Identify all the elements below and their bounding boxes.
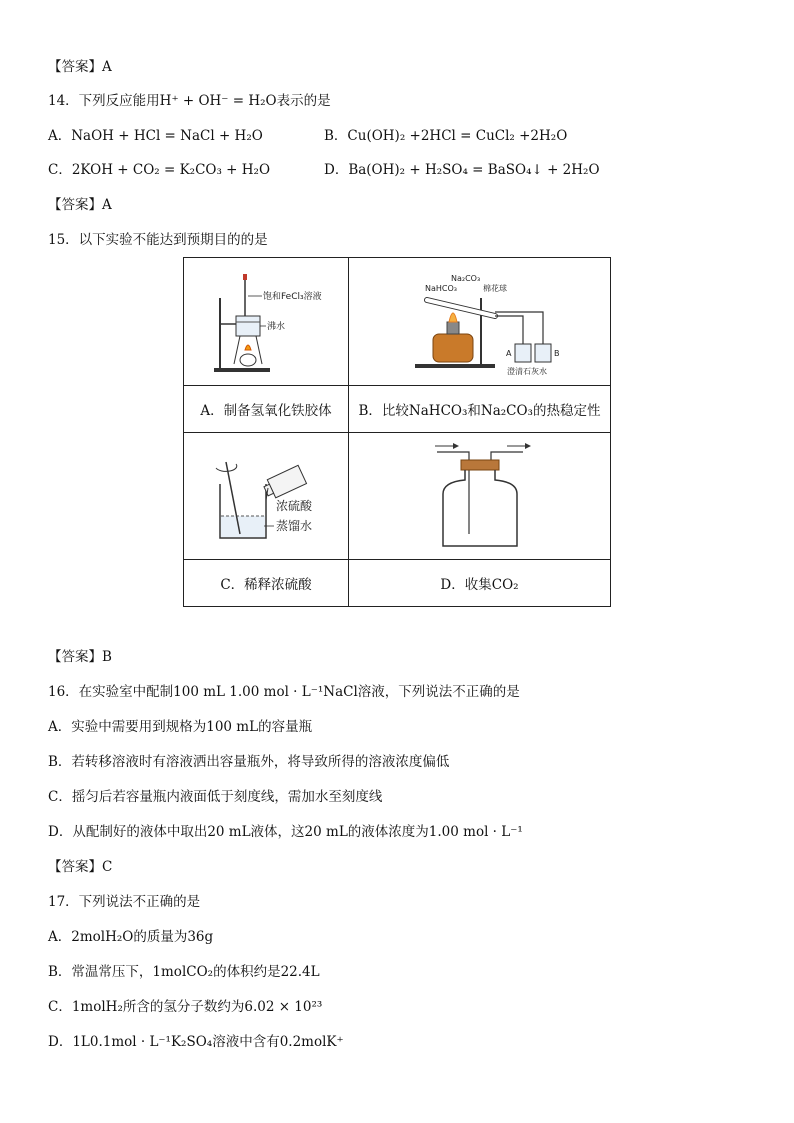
label-beaker-a: A	[505, 348, 511, 358]
q14-option-c: C．2KOH + CO₂ = K₂CO₃ + H₂O	[48, 162, 271, 178]
caption-d: D．收集CO₂	[349, 560, 611, 607]
figure-c-dilution-apparatus	[186, 434, 346, 554]
figure-d-cell	[349, 433, 611, 560]
q14-option-a: A．NaOH + HCl = NaCl + H₂O	[48, 128, 263, 144]
q17-option-b: B．常温常压下，1molCO₂的体积约是22.4L	[48, 964, 320, 980]
label-fecl3: 饱和FeCl₃溶液	[263, 291, 322, 302]
q16-option-c: C．摇匀后若容量瓶内液面低于刻度线，需加水至刻度线	[48, 789, 383, 805]
label-limewater: 澄清石灰水	[506, 366, 547, 376]
answer-13: 【答案】A	[48, 59, 112, 75]
experiment-table	[183, 257, 611, 607]
q17-option-a: A．2molH₂O的质量为36g	[48, 929, 214, 945]
q17-option-c: C．1molH₂所含的氢分子数约为6.02 × 10²³	[48, 999, 323, 1015]
question-14-stem: 14．下列反应能用H⁺ + OH⁻ = H₂O表示的是	[48, 93, 331, 109]
label-distilled-water: 蒸馏水	[276, 519, 313, 533]
figure-d-gas-bottle	[355, 434, 605, 554]
caption-a: A．制备氢氧化铁胶体	[184, 386, 349, 433]
answer-16: 【答案】C	[48, 859, 113, 875]
label-beaker-b: B	[553, 348, 559, 358]
q16-option-d: D．从配制好的液体中取出20 mL液体，这20 mL的液体浓度为1.00 mol · L⁻¹	[48, 824, 523, 840]
question-16-stem: 16．在实验室中配制100 mL 1.00 mol · L⁻¹NaCl溶液，下列说法不正确的是	[48, 684, 520, 700]
q17-option-d: D．1L0.1mol · L⁻¹K₂SO₄溶液中含有0.2molK⁺	[48, 1034, 344, 1050]
question-15-stem: 15．以下实验不能达到预期目的的是	[48, 232, 268, 248]
q16-option-a: A．实验中需要用到规格为100 mL的容量瓶	[48, 719, 313, 735]
figure-c-cell	[184, 433, 349, 560]
label-boiling-water: 沸水	[267, 321, 286, 332]
q16-option-b: B．若转移溶液时有溶液洒出容量瓶外，将导致所得的溶液浓度偏低	[48, 754, 450, 770]
figure-a-cell	[184, 258, 349, 386]
caption-b: B．比较NaHCO₃和Na₂CO₃的热稳定性	[349, 386, 611, 433]
label-cotton-ball: 棉花球	[482, 283, 507, 293]
answer-15: 【答案】B	[48, 649, 112, 665]
caption-c: C．稀释浓硫酸	[184, 560, 349, 607]
q14-option-d: D．Ba(OH)₂ + H₂SO₄ = BaSO₄↓ + 2H₂O	[324, 162, 600, 178]
q14-option-b: B．Cu(OH)₂ +2HCl = CuCl₂ +2H₂O	[324, 128, 568, 144]
question-17-stem: 17．下列说法不正确的是	[48, 894, 201, 910]
answer-14: 【答案】A	[48, 197, 112, 213]
label-nahco3: NaHCO₃	[424, 283, 457, 293]
figure-b-cell	[349, 258, 611, 386]
label-conc-sulfuric-acid: 浓硫酸	[276, 499, 313, 513]
figure-a-colloid-apparatus	[186, 260, 346, 380]
figure-b-thermal-stability-apparatus	[355, 260, 605, 380]
label-na2co3: Na₂CO₃	[450, 273, 480, 283]
